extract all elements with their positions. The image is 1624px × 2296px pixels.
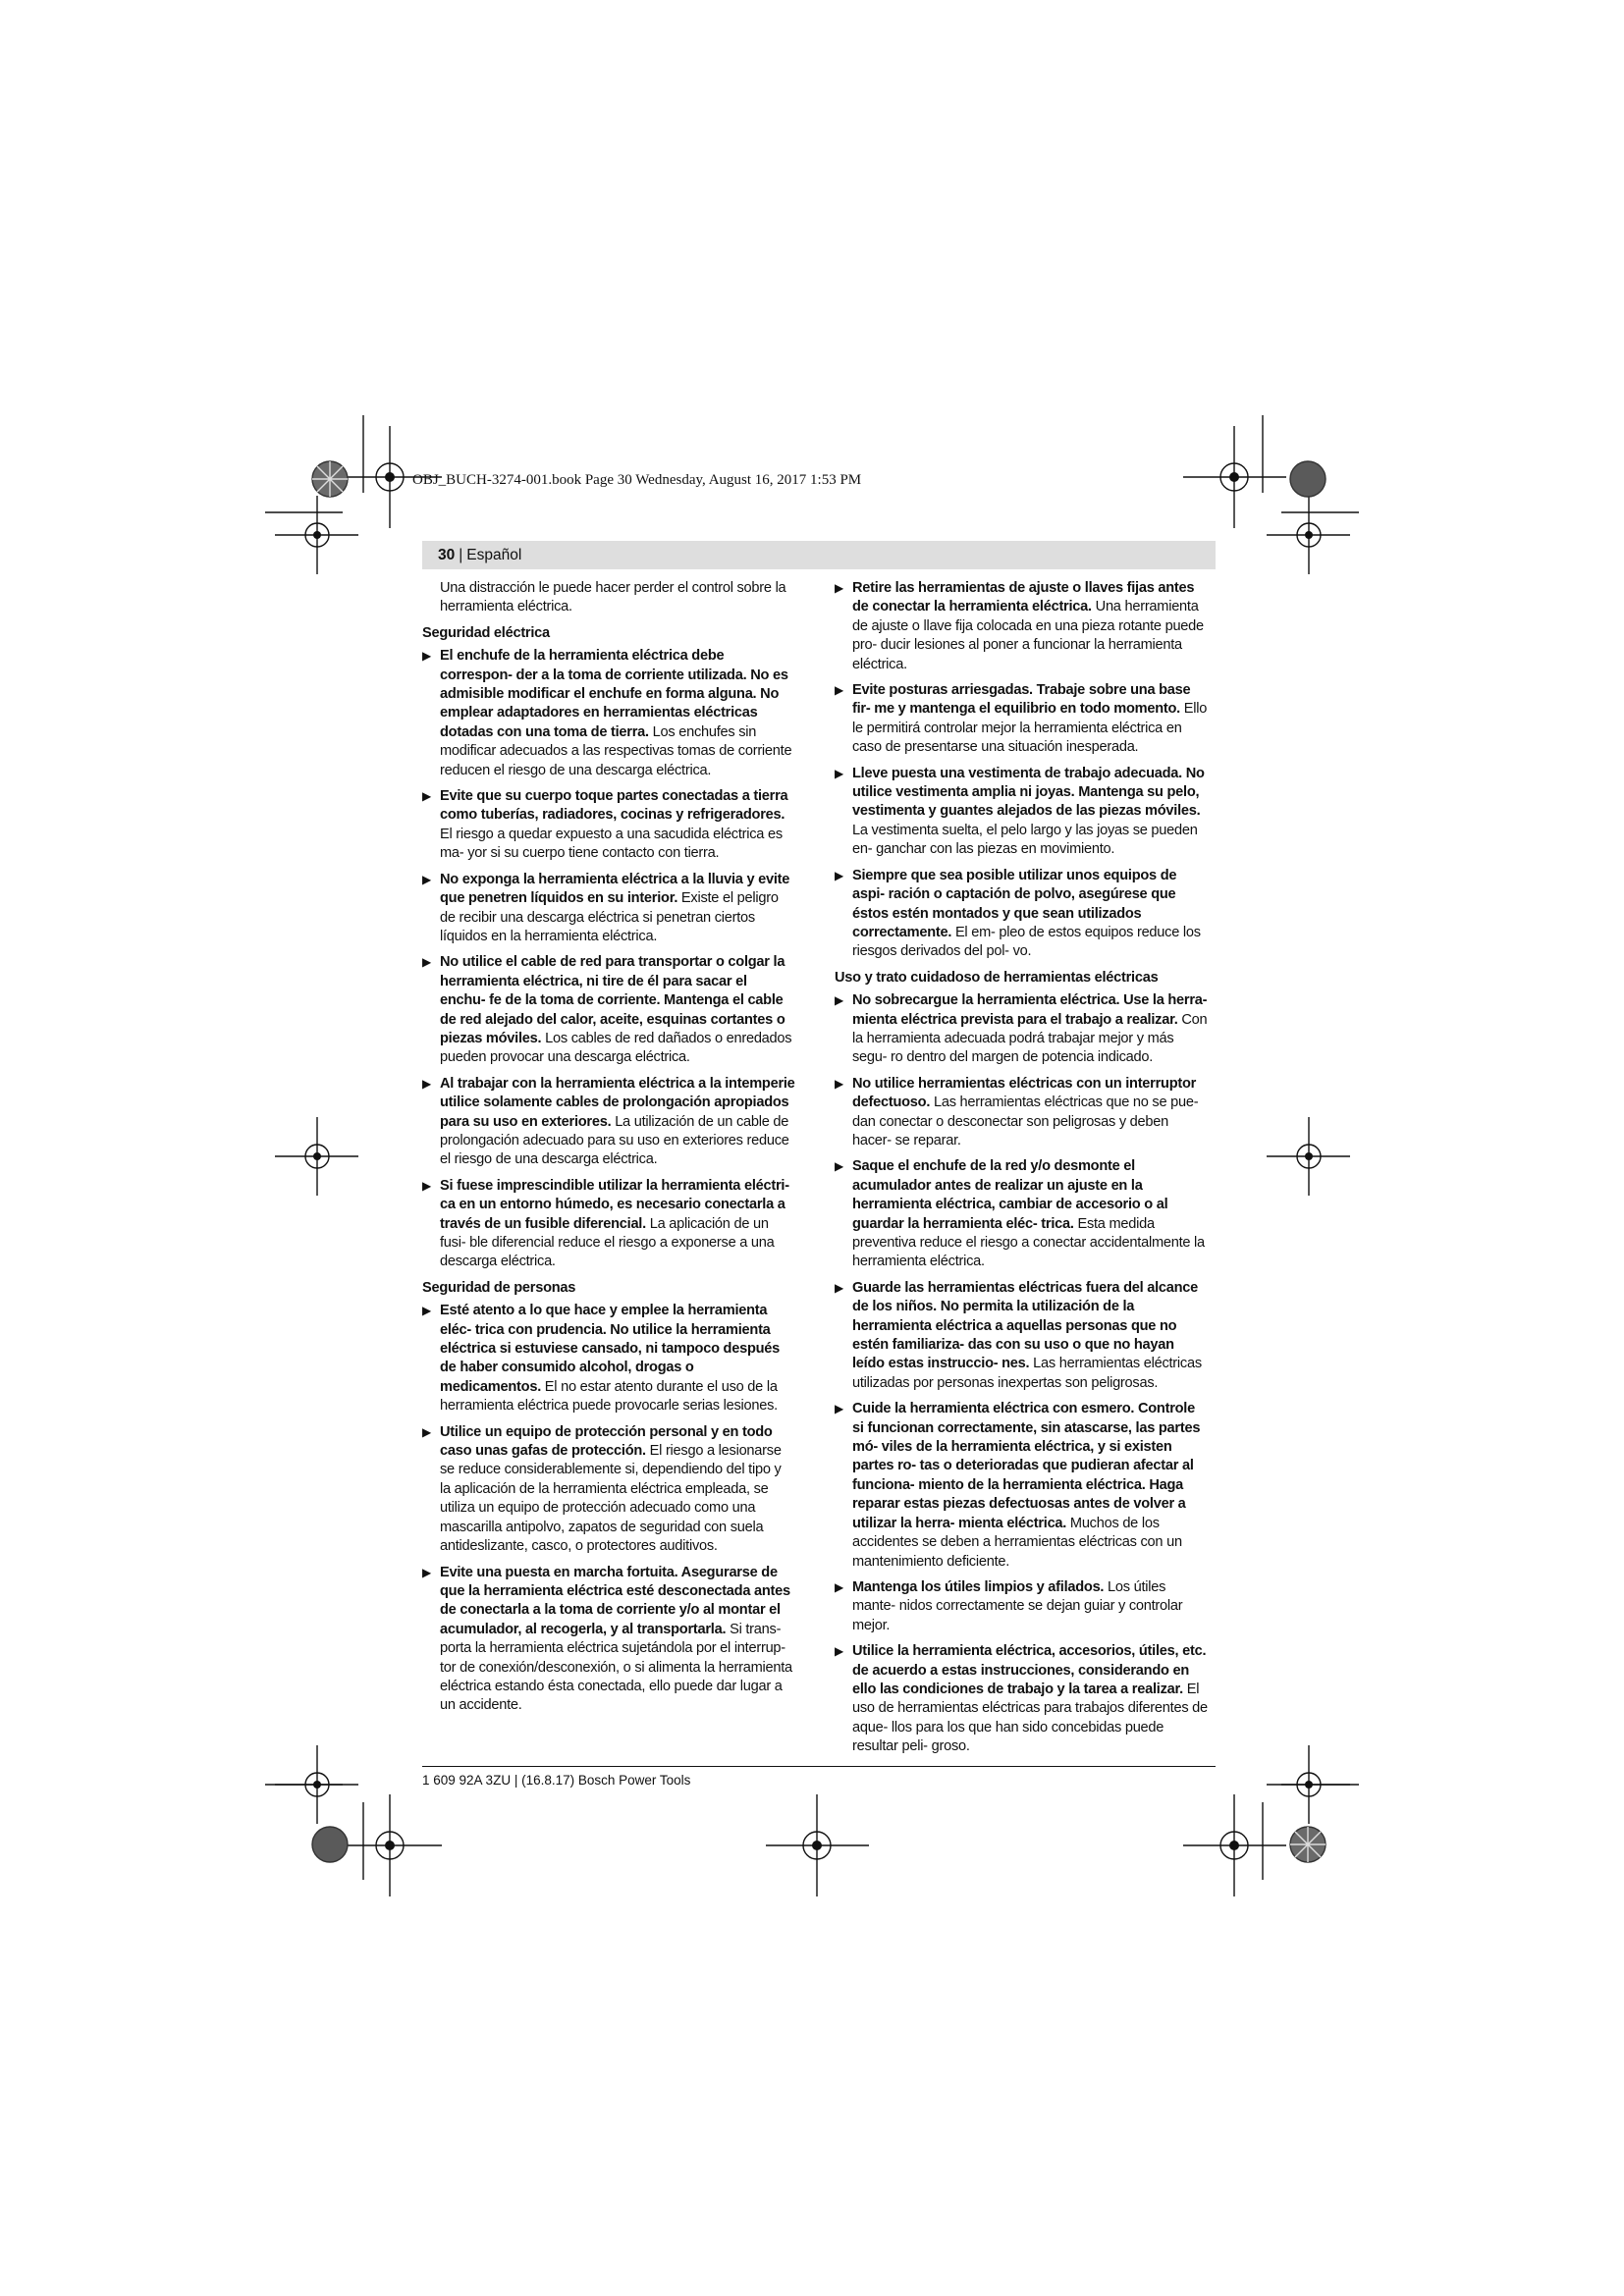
list-item-bold: Cuide la herramienta eléctrica con esmero. Controle si funcionan correctamente, sin atascarse, las partes mó- viles de la herramienta eléctrica, y si existen partes ro- tas o deterioradas que pudieran afectar al funciona- miento de la herramienta eléctrica. Haga reparar estas piezas defectuosas antes de volver a utilizar la herra- mienta eléctrica. — [852, 1401, 1201, 1531]
list-item-bold: No exponga la herramienta eléctrica a la lluvia y evite que penetren líquidos en su interior. — [440, 871, 790, 907]
list-item-text — [440, 871, 795, 947]
list-item-text — [852, 1642, 1208, 1756]
triangle-right-icon: ▶ — [835, 683, 843, 698]
header-separator: | — [459, 546, 463, 563]
list-item-body: Esta medida preventiva reduce el riesgo a conectar accidentalmente la herramienta eléctrica. — [852, 1215, 1205, 1270]
list-item-text — [440, 1075, 795, 1170]
footer-rule — [422, 1766, 1216, 1767]
list-item — [835, 1279, 1208, 1393]
bullet-list — [835, 991, 1208, 1756]
section-heading: Seguridad eléctrica — [422, 624, 550, 641]
registration-mark-icon — [275, 1745, 358, 1824]
bullet-list — [422, 1302, 795, 1716]
list-item-text — [852, 765, 1208, 860]
list-item — [422, 871, 795, 947]
list-item-bold: Al trabajar con la herramienta eléctrica a la intemperie utilice solamente cables de prolongación apropiados para su uso en exteriores. — [440, 1075, 795, 1130]
triangle-right-icon: ▶ — [422, 872, 431, 886]
list-item-text — [440, 1177, 795, 1272]
triangle-right-icon: ▶ — [835, 993, 843, 1008]
triangle-right-icon: ▶ — [835, 1644, 843, 1659]
list-item-text — [852, 681, 1208, 758]
list-item-text — [852, 1075, 1208, 1151]
triangle-right-icon: ▶ — [835, 868, 843, 882]
list-item-text — [852, 1400, 1208, 1572]
list-item-body: El riesgo a lesionarse se reduce considerablemente si, dependiendo del tipo y la aplicación de la herramienta eléctrica empleada, se utiliza un equipo de protección adecuado como una mascarilla antipolvo, zapatos de seguridad con suela antideslizante, casco, o protectores auditivos. — [440, 1443, 782, 1555]
list-item-bold: El enchufe de la herramienta eléctrica debe correspon- der a la toma de corriente utilizada. No es admisible modificar el enchufe en forma alguna. No emplear adaptadores en herramientas eléctricas dotadas con una toma de tierra. — [440, 648, 788, 740]
list-item-body: Una herramienta de ajuste o llave fija colocada en una pieza rotante puede pro- ducir lesiones al poner a funcionar la herramienta eléctrica. — [852, 599, 1204, 672]
list-item-body: La vestimenta suelta, el pelo largo y las joyas se pueden en- ganchar con las piezas en movimiento. — [852, 822, 1198, 858]
triangle-right-icon: ▶ — [422, 649, 431, 664]
list-item — [835, 991, 1208, 1068]
list-item-bold: No sobrecargue la herramienta eléctrica. Use la herra- mienta eléctrica prevista para el trabajo a realizar. — [852, 992, 1208, 1028]
intro-paragraph: Una distracción le puede hacer perder el control sobre la herramienta eléctrica. — [440, 580, 786, 615]
list-item-body: Los útiles mante- nidos correctamente se dejan guiar y controlar mejor. — [852, 1578, 1183, 1633]
bullet-list — [835, 579, 1208, 962]
triangle-right-icon: ▶ — [422, 1178, 431, 1193]
list-item-bold: No utilice herramientas eléctricas con un interruptor defectuoso. — [852, 1075, 1197, 1111]
list-item — [422, 1564, 795, 1716]
list-item-body: El em- pleo de estos equipos reduce los riesgos derivados del pol- vo. — [852, 924, 1201, 960]
color-target-icon — [1290, 461, 1326, 497]
registration-mark-icon — [1267, 1117, 1350, 1196]
left-column — [422, 579, 795, 1723]
list-item-body: La aplicación de un fusi- ble diferencial reduce el riesgo a exponerse a una descarga eléctrica. — [440, 1215, 775, 1270]
page-header — [422, 541, 1216, 569]
list-item — [835, 579, 1208, 674]
triangle-right-icon: ▶ — [835, 1280, 843, 1295]
list-item — [835, 1157, 1208, 1271]
list-item — [835, 1400, 1208, 1572]
registration-mark-icon — [766, 1794, 869, 1896]
list-item — [422, 1302, 795, 1415]
list-item-text — [440, 1564, 795, 1716]
list-item-body: Muchos de los accidentes se deben a herramientas eléctricas con un mantenimiento deficiente. — [852, 1515, 1182, 1570]
list-item — [422, 1423, 795, 1557]
registration-mark-icon — [339, 1794, 442, 1896]
list-item — [422, 1075, 795, 1170]
color-target-icon — [312, 1827, 348, 1862]
registration-mark-icon — [1267, 496, 1350, 574]
list-item-body: Si trans- porta la herramienta eléctrica sujetándola por el interrup- tor de conexión/desconexión, o si alimenta la herramienta eléctrica estando ésta conectada, ello puede dar lugar a un accidente. — [440, 1621, 792, 1714]
list-item-body: Existe el peligro de recibir una descarga eléctrica si penetran ciertos líquidos en la herramienta eléctrica. — [440, 890, 779, 944]
list-item-bold: Lleve puesta una vestimenta de trabajo adecuada. No utilice vestimenta amplia ni joyas. Mantenga su pelo, vestimenta y guantes alejados de las piezas móviles. — [852, 765, 1205, 820]
list-item — [835, 765, 1208, 860]
triangle-right-icon: ▶ — [835, 1579, 843, 1594]
list-item-body: Las herramientas eléctricas utilizadas por personas inexpertas son peligrosas. — [852, 1356, 1202, 1391]
list-item — [835, 867, 1208, 962]
list-item — [422, 953, 795, 1067]
page-number: 30 — [438, 546, 456, 563]
color-target-icon — [1290, 1827, 1326, 1862]
list-item-text — [852, 867, 1208, 962]
list-item — [422, 647, 795, 780]
list-item-text — [440, 787, 795, 864]
triangle-right-icon: ▶ — [422, 1304, 431, 1318]
list-item-body: El riesgo a quedar expuesto a una sacudida eléctrica es ma- yor si su cuerpo tiene contacto con tierra. — [440, 826, 783, 862]
list-item-bold: No utilice el cable de red para transportar o colgar la herramienta eléctrica, ni tire de él para sacar el enchu- fe de la toma de corriente. Mantenga el cable de red alejado del calor, aceite, esquinas cortantes o piezas móviles. — [440, 954, 785, 1046]
list-item-body: Los enchufes sin modificar adecuados a las respectivas tomas de corriente reducen el riesgo de una descarga eléctrica. — [440, 723, 792, 778]
list-item — [835, 681, 1208, 758]
page-footer: 1 609 92A 3ZU | (16.8.17) Bosch Power Tools — [422, 1773, 691, 1788]
list-item-body: Los cables de red dañados o enredados pueden provocar una descarga eléctrica. — [440, 1030, 792, 1066]
header-language: Español — [466, 546, 522, 563]
list-item-body: Ello le permitirá controlar mejor la herramienta eléctrica en caso de presentarse una situación inesperada. — [852, 701, 1208, 756]
registration-mark-icon — [275, 496, 358, 574]
triangle-right-icon: ▶ — [422, 1565, 431, 1579]
list-item-text — [852, 991, 1208, 1068]
list-item-bold: Evite posturas arriesgadas. Trabaje sobre una base fir- me y mantenga el equilibrio en todo momento. — [852, 682, 1191, 718]
list-item — [835, 1642, 1208, 1756]
list-item-bold: Saque el enchufe de la red y/o desmonte el acumulador antes de realizar un ajuste en la herramienta eléctrica, cambiar de accesorio o al guardar la herramienta eléc- trica. — [852, 1158, 1168, 1232]
list-item-text — [852, 1578, 1208, 1635]
list-item-bold: Siempre que sea posible utilizar unos equipos de aspi- ración o captación de polvo, asegúrese que éstos estén montados y que sean utilizados correctamente. — [852, 867, 1177, 940]
list-item — [422, 787, 795, 864]
list-item-body: La utilización de un cable de prolongación adecuado para su uso en exteriores reduce el riesgo de una descarga eléctrica. — [440, 1113, 789, 1168]
list-item-body: Con la herramienta adecuada podrá trabajar mejor y más segu- ro dentro del margen de potencia indicado. — [852, 1011, 1208, 1066]
list-item-text — [440, 1423, 795, 1557]
list-item-text — [852, 579, 1208, 674]
registration-mark-icon — [1267, 1745, 1350, 1824]
list-item-text — [440, 1302, 795, 1415]
list-item-text — [852, 1157, 1208, 1271]
triangle-right-icon: ▶ — [835, 1402, 843, 1416]
triangle-right-icon: ▶ — [835, 1076, 843, 1091]
list-item-bold: Evite que su cuerpo toque partes conectadas a tierra como tuberías, radiadores, cocinas y refrigeradores. — [440, 788, 788, 824]
list-item-text — [440, 953, 795, 1067]
triangle-right-icon: ▶ — [422, 789, 431, 804]
list-item-bold: Guarde las herramientas eléctricas fuera del alcance de los niños. No permita la utilización de la herramienta eléctrica a aquellas personas que no estén familiariza- das con su uso o que no hayan leído estas instruccio- nes. — [852, 1279, 1199, 1372]
list-item-bold: Retire las herramientas de ajuste o llaves fijas antes de conectar la herramienta eléctrica. — [852, 580, 1195, 615]
section-heading: Uso y trato cuidadoso de herramientas eléctricas — [835, 969, 1159, 986]
list-item-bold: Esté atento a lo que hace y emplee la herramienta eléc- trica con prudencia. No utilice la herramienta eléctrica si estuviese cansado, ni tampoco después de haber consumido alcohol, drogas o medicamentos. — [440, 1303, 781, 1395]
triangle-right-icon: ▶ — [835, 766, 843, 780]
triangle-right-icon: ▶ — [422, 955, 431, 970]
list-item-text — [440, 647, 795, 780]
list-item-bold: Mantenga los útiles limpios y afilados. — [852, 1578, 1105, 1595]
list-item-body: El uso de herramientas eléctricas para trabajos diferentes de aque- llos para los que han sido concebidas puede resultar peli- groso. — [852, 1681, 1208, 1755]
list-item-bold: Evite una puesta en marcha fortuita. Asegurarse de que la herramienta eléctrica esté desconectada antes de conectarla a la toma de corriente y/o al montar el acumulador, al recogerla, y al transportarla. — [440, 1564, 790, 1637]
triangle-right-icon: ▶ — [835, 1159, 843, 1174]
registration-mark-icon — [1183, 1794, 1286, 1896]
print-slug-line: OBJ_BUCH-3274-001.book Page 30 Wednesday, August 16, 2017 1:53 PM — [412, 472, 862, 488]
list-item-bold: Utilice la herramienta eléctrica, accesorios, útiles, etc. de acuerdo a estas instrucciones, considerando en ello las condiciones de trabajo y la tarea a realizar. — [852, 1643, 1207, 1697]
section-heading: Seguridad de personas — [422, 1279, 576, 1296]
list-item-bold: Si fuese imprescindible utilizar la herramienta eléctri- ca en un entorno húmedo, es necesario conectarla a través de un fusible diferencial. — [440, 1177, 789, 1232]
bullet-list — [422, 647, 795, 1272]
right-column — [835, 579, 1208, 1764]
list-item — [835, 1075, 1208, 1151]
list-item-body: Las herramientas eléctricas que no se pue- dan conectar o desconectar son peligrosas y deben hacer- se reparar. — [852, 1095, 1199, 1148]
list-item-bold: Utilice un equipo de protección personal y en todo caso unas gafas de protección. — [440, 1423, 773, 1460]
registration-mark-icon — [275, 1117, 358, 1196]
triangle-right-icon: ▶ — [422, 1076, 431, 1091]
color-target-icon — [312, 461, 348, 497]
triangle-right-icon: ▶ — [835, 581, 843, 595]
registration-mark-icon — [1183, 426, 1286, 528]
list-item — [835, 1578, 1208, 1635]
triangle-right-icon: ▶ — [422, 1424, 431, 1439]
list-item-body: El no estar atento durante el uso de la herramienta eléctrica puede provocarle serias lesiones. — [440, 1378, 778, 1415]
list-item — [422, 1177, 795, 1272]
list-item-text — [852, 1279, 1208, 1393]
